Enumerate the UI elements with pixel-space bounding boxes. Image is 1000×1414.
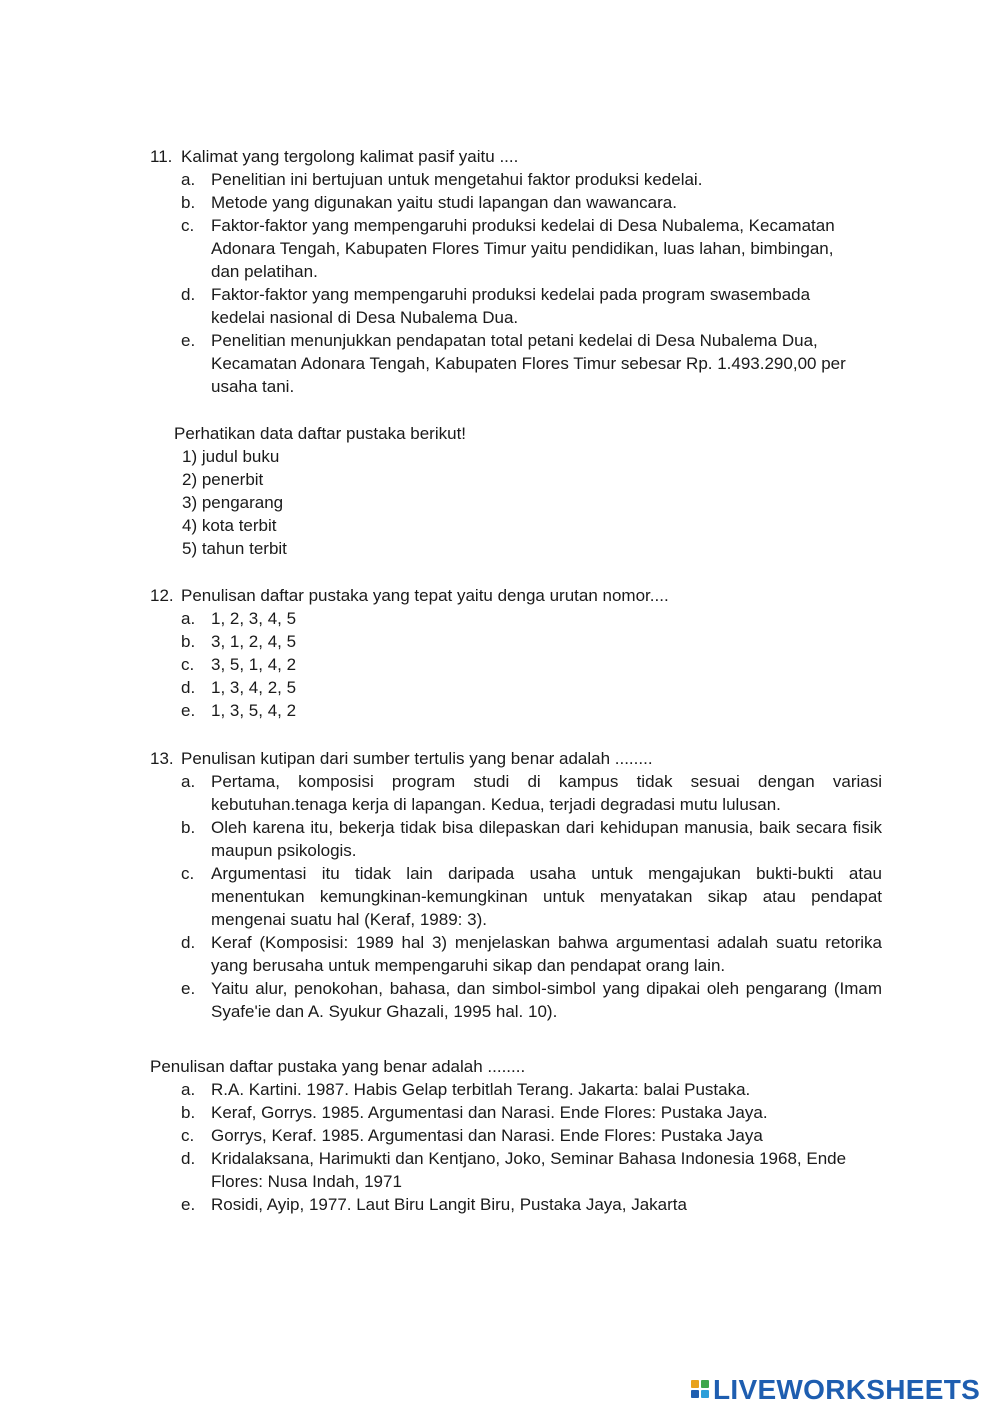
option-letter: d. [181,285,196,304]
option-letter: e. [181,331,196,350]
question-number: 11. [150,147,173,166]
answer-option-c[interactable] [181,1124,882,1147]
option-letter: d. [181,678,196,697]
option-letter: b. [181,632,196,651]
list-item: 4) kota terbit [182,516,277,535]
option-letter: b. [181,1103,196,1122]
option-letter: d. [181,933,196,952]
option-text: Faktor-faktor yang mempengaruhi produksi kedelai di Desa Nubalema, Kecamatan Adonara Tengah, Kabupaten Flores Timur yaitu pendidikan, luas lahan, bimbingan, dan pelatihan. [211,216,835,281]
question-11 [150,145,882,398]
question-text: Penulisan daftar pustaka yang tepat yaitu denga urutan nomor.... [181,586,669,605]
question-12 [150,584,882,722]
option-text: 1, 2, 3, 4, 5 [211,609,297,628]
answer-option-d[interactable] [181,283,882,329]
liveworksheets-logo [691,1375,980,1403]
option-text: Kridalaksana, Harimukti dan Kentjano, Joko, Seminar Bahasa Indonesia 1968, Ende Flores: Nusa Indah, 1971 [211,1149,847,1191]
answer-option-c[interactable] [181,653,882,676]
option-text: Rosidi, Ayip, 1977. Laut Biru Langit Biru, Pustaka Jaya, Jakarta [211,1195,687,1214]
logo-text: LIVEWORKSHEETS [713,1373,981,1405]
option-letter: a. [181,609,196,628]
option-text: Faktor-faktor yang mempengaruhi produksi kedelai pada program swasembada kedelai nasional di Desa Nubalema Dua. [211,285,811,327]
answer-option-b[interactable] [181,191,882,214]
option-letter: b. [181,818,196,837]
option-text: Keraf (Komposisi: 1989 hal 3) menjelaskan bahwa argumentasi adalah suatu retorika yang berusaha untuk mempengaruhi sikap dan pendapat orang lain. [211,933,882,975]
option-text: Penelitian menunjukkan pendapatan total petani kedelai di Desa Nubalema Dua, Kecamatan Adonara Tengah, Kabupaten Flores Timur sebesar Rp. 1.493.290,00 per usaha tani. [211,331,846,396]
question-text: Penulisan kutipan dari sumber tertulis yang benar adalah ........ [181,749,653,768]
mark-square-icon [691,1390,699,1398]
intro-text: Perhatikan data daftar pustaka berikut! [174,424,467,443]
option-text: 3, 5, 1, 4, 2 [211,655,297,674]
option-text: 1, 3, 4, 2, 5 [211,678,297,697]
option-letter: a. [181,170,196,189]
option-letter: c. [181,216,195,235]
answer-option-b[interactable] [181,1101,882,1124]
list-item: 5) tahun terbit [182,539,287,558]
option-letter: e. [181,701,196,720]
list-item: 2) penerbit [182,470,264,489]
reference-data-intro [150,422,882,560]
answer-option-e[interactable] [181,699,882,722]
answer-option-a[interactable] [181,770,882,816]
answer-option-a[interactable] [181,1078,882,1101]
answer-option-b[interactable] [181,630,882,653]
liveworksheets-mark-icon [691,1380,709,1398]
option-letter: c. [181,1126,195,1145]
option-letter: c. [181,655,195,674]
option-letter: b. [181,193,196,212]
question-number: 12. [150,586,174,605]
option-text: 1, 3, 5, 4, 2 [211,701,297,720]
question-text: Penulisan daftar pustaka yang benar adalah ........ [150,1057,526,1076]
option-letter: c. [181,864,195,883]
question-number: 13. [150,749,174,768]
option-text: Gorrys, Keraf. 1985. Argumentasi dan Narasi. Ende Flores: Pustaka Jaya [211,1126,763,1145]
answer-option-d[interactable] [181,676,882,699]
option-text: Keraf, Gorrys. 1985. Argumentasi dan Narasi. Ende Flores: Pustaka Jaya. [211,1103,768,1122]
option-text: Yaitu alur, penokohan, bahasa, dan simbol-simbol yang dipakai oleh pengarang (Imam Syafe'ie dan A. Syukur Ghazali, 1995 hal. 10). [211,979,882,1021]
answer-option-e[interactable] [181,1193,882,1216]
answer-option-b[interactable] [181,816,882,862]
answer-option-e[interactable] [181,329,882,398]
answer-option-d[interactable] [181,931,882,977]
option-text: Oleh karena itu, bekerja tidak bisa dilepaskan dari kehidupan manusia, baik secara fisik maupun psikologis. [211,818,882,860]
option-text: 3, 1, 2, 4, 5 [211,632,297,651]
question-14 [150,1055,882,1216]
answer-option-e[interactable] [181,977,882,1023]
option-text: Metode yang digunakan yaitu studi lapangan dan wawancara. [211,193,677,212]
option-text: Penelitian ini bertujuan untuk mengetahui faktor produksi kedelai. [211,170,703,189]
answer-option-a[interactable] [181,168,882,191]
question-13 [150,747,882,1023]
answer-option-c[interactable] [181,214,882,283]
mark-square-icon [701,1380,709,1388]
list-item: 3) pengarang [182,493,284,512]
option-letter: e. [181,979,196,998]
list-item: 1) judul buku [182,447,280,466]
mark-square-icon [691,1380,699,1388]
option-text: Pertama, komposisi program studi di kampus tidak sesuai dengan variasi kebutuhan.tenaga kerja di lapangan. Kedua, terjadi degradasi mutu lulusan. [211,772,882,814]
question-text: Kalimat yang tergolong kalimat pasif yaitu .... [181,147,519,166]
answer-option-c[interactable] [181,862,882,931]
answer-option-a[interactable] [181,607,882,630]
mark-square-icon [701,1390,709,1398]
option-text: Argumentasi itu tidak lain daripada usaha untuk mengajukan bukti-bukti atau menentukan kemungkinan-kemungkinan untuk menyatakan sikap atau pendapat mengenai suatu hal (Keraf, 1989: 3). [211,864,882,929]
option-letter: a. [181,772,196,791]
answer-option-d[interactable] [181,1147,882,1193]
option-letter: e. [181,1195,196,1214]
option-letter: a. [181,1080,196,1099]
option-letter: d. [181,1149,196,1168]
option-text: R.A. Kartini. 1987. Habis Gelap terbitlah Terang. Jakarta: balai Pustaka. [211,1080,751,1099]
